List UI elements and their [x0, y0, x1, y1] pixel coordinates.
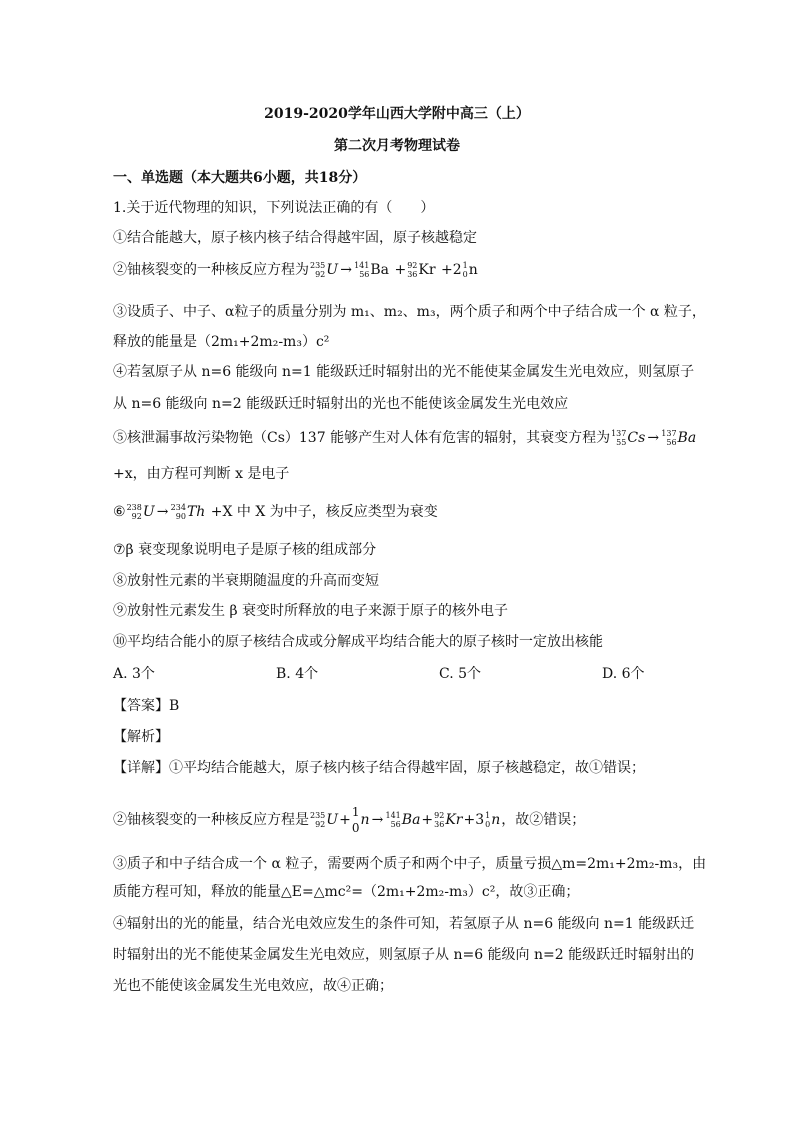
- ba141-mass: 141: [354, 261, 370, 270]
- detail-4-line3: 光也不能使该金属发生光电效应，故④正确；: [113, 978, 393, 994]
- u235-symbol: U: [326, 262, 339, 278]
- u235-mass: 235: [310, 261, 326, 270]
- nuclide-ba141: [386, 810, 421, 830]
- cs137-charge: 55: [616, 438, 627, 447]
- plus-sign: +: [394, 262, 407, 278]
- u235-charge: 92: [315, 270, 326, 279]
- detail-2-suffix: ，故②错误；: [501, 812, 586, 828]
- arrow-icon: →: [371, 812, 384, 828]
- nuclide-th234: [171, 502, 206, 522]
- nuclide-u238: [127, 502, 155, 522]
- nuclide-ba141: [354, 260, 389, 280]
- option-a[interactable]: A. 3个: [113, 666, 155, 682]
- kr92-charge: 36: [434, 820, 445, 829]
- analysis-label: 【解析】: [113, 729, 169, 745]
- statement-6-prefix: ⑥: [113, 504, 126, 520]
- statement-4-line2: 从 n=6 能级向 n=2 能级跃迁时辐射出的光也不能使该金属发生光电效应: [113, 396, 569, 412]
- plus-coefficient: +3: [463, 812, 485, 828]
- question-stem: 1.关于近代物理的知识，下列说法正确的有（ ）: [113, 200, 435, 216]
- nuclide-neutron: [485, 810, 500, 830]
- neutron-mass: 1: [462, 261, 468, 270]
- detail-4-line2: 时辐射出的光不能使某金属发生光电效应，则氢原子从 n=6 能级向 n=2 能级跃迁时辐射出的: [113, 947, 695, 963]
- u238-symbol: U: [142, 504, 155, 520]
- detail-4-line1: ④辐射出的光的能量，结合光电效应发生的条件可知，若氢原子从 n=6 能级向 n=1 能级跃迁: [113, 916, 695, 932]
- cs137-mass: 137: [611, 429, 627, 438]
- statement-10: ⑩平均结合能小的原子核结合成或分解成平均结合能大的原子核时一定放出核能: [113, 634, 603, 650]
- statement-8: ⑧放射性元素的半衰期随温度的升高而变短: [113, 573, 379, 589]
- answer-options: [113, 664, 693, 684]
- cs137-symbol: Cs: [627, 430, 646, 446]
- statement-2-prefix: ②铀核裂变的一种核反应方程为: [113, 262, 309, 278]
- arrow-icon: →: [647, 430, 660, 446]
- ba141-symbol: Ba: [401, 812, 421, 828]
- detail-2-prefix: ②铀核裂变的一种核反应方程是: [113, 812, 309, 828]
- answer-label: 【答案】B: [113, 698, 180, 714]
- ba141-charge: 56: [359, 270, 370, 279]
- statement-3-line1: ③设质子、中子、α粒子的质量分别为 m₁、m₂、m₃，两个质子和两个中子结合成一个 α 粒子，: [113, 304, 706, 320]
- plus-sign: +: [421, 812, 434, 828]
- u238-charge: 92: [131, 512, 142, 521]
- detail-3-line2: 质能方程可知，释放的能量△E=△mc²=（2m₁+2m₂-m₃）c²，故③正确；: [113, 884, 580, 900]
- kr92-charge: 36: [407, 270, 418, 279]
- nuclide-cs137: [611, 428, 645, 448]
- nuclide-ba137: [661, 428, 696, 448]
- statement-4-line1: ④若氢原子从 n=6 能级向 n=1 能级跃迁时辐射出的光不能使某金属发生光电效应，则氢原子: [113, 364, 695, 380]
- statement-7: ⑦β 衰变现象说明电子是原子核的组成部分: [113, 542, 377, 558]
- statement-6: [113, 502, 693, 522]
- nuclide-neutron: [352, 804, 370, 836]
- option-c[interactable]: C. 5个: [439, 666, 482, 682]
- statement-5-line1: [113, 428, 697, 448]
- detail-2: [113, 804, 693, 836]
- u235-symbol: U: [326, 812, 339, 828]
- statement-6-suffix: +X 中 X 为中子，核反应类型为衰变: [210, 504, 438, 520]
- ba141-symbol: Ba: [370, 262, 390, 278]
- neutron-mass: 1: [351, 805, 360, 819]
- exam-title-line2: 第二次月考物理试卷: [334, 138, 460, 154]
- exam-title-line1: 2019-2020学年山西大学附中高三（上）: [264, 106, 530, 122]
- nuclide-neutron: [463, 260, 478, 280]
- statement-9: ⑨放射性元素发生 β 衰变时所释放的电子来源于原子的核外电子: [113, 603, 508, 619]
- detail-3-line1: ③质子和中子结合成一个 α 粒子，需要两个质子和两个中子，质量亏损△m=2m₁+2m₂-m₃，由: [113, 856, 707, 872]
- statement-3-line2: 释放的能量是（2m₁+2m₂-m₃）c²: [113, 334, 330, 350]
- statement-1: ①结合能越大，原子核内核子结合得越牢固，原子核越稳定: [113, 230, 477, 246]
- neutron-symbol: n: [360, 812, 370, 828]
- detail-1: 【详解】①平均结合能越大，原子核内核子结合得越牢固，原子核越稳定，故①错误；: [113, 760, 645, 776]
- option-d[interactable]: D. 6个: [602, 666, 645, 682]
- th234-symbol: Th: [186, 504, 206, 520]
- nuclide-u235: [310, 810, 338, 830]
- nuclide-u235: [310, 260, 338, 280]
- plus-coefficient: +2: [441, 262, 462, 278]
- u235-charge: 92: [315, 820, 326, 829]
- neutron-symbol: n: [468, 262, 478, 278]
- ba141-mass: 141: [385, 811, 401, 820]
- kr92-mass: 92: [434, 811, 445, 820]
- arrow-icon: →: [156, 504, 169, 520]
- kr92-symbol: Kr: [418, 262, 436, 278]
- option-b[interactable]: B. 4个: [276, 666, 319, 682]
- th234-mass: 234: [170, 503, 186, 512]
- neutron-mass: 1: [485, 811, 491, 820]
- kr92-symbol: Kr: [445, 812, 463, 828]
- ba141-charge: 56: [390, 820, 401, 829]
- u238-mass: 238: [126, 503, 142, 512]
- plus-sign: +: [339, 812, 351, 828]
- th234-charge: 90: [175, 512, 186, 521]
- kr92-mass: 92: [407, 261, 418, 270]
- ba137-mass: 137: [661, 429, 677, 438]
- neutron-charge: 0: [462, 270, 468, 279]
- arrow-icon: →: [340, 262, 352, 278]
- ba137-symbol: Ba: [677, 430, 697, 446]
- section-heading: 一、单选题（本大题共6小题，共18分）: [113, 170, 367, 186]
- statement-2: [113, 260, 693, 280]
- statement-5-prefix: ⑤核泄漏事故污染物铯（Cs）137 能够产生对人体有危害的辐射，其衰变方程为: [113, 430, 611, 446]
- neutron-charge: 0: [485, 820, 491, 829]
- ba137-charge: 56: [666, 438, 677, 447]
- nuclide-kr92: [434, 810, 462, 830]
- nuclide-kr92: [407, 260, 435, 280]
- statement-5-line2: +x，由方程可判断 x 是电子: [113, 466, 290, 482]
- u235-mass: 235: [310, 811, 326, 820]
- neutron-symbol: n: [491, 812, 501, 828]
- neutron-charge: 0: [351, 821, 360, 835]
